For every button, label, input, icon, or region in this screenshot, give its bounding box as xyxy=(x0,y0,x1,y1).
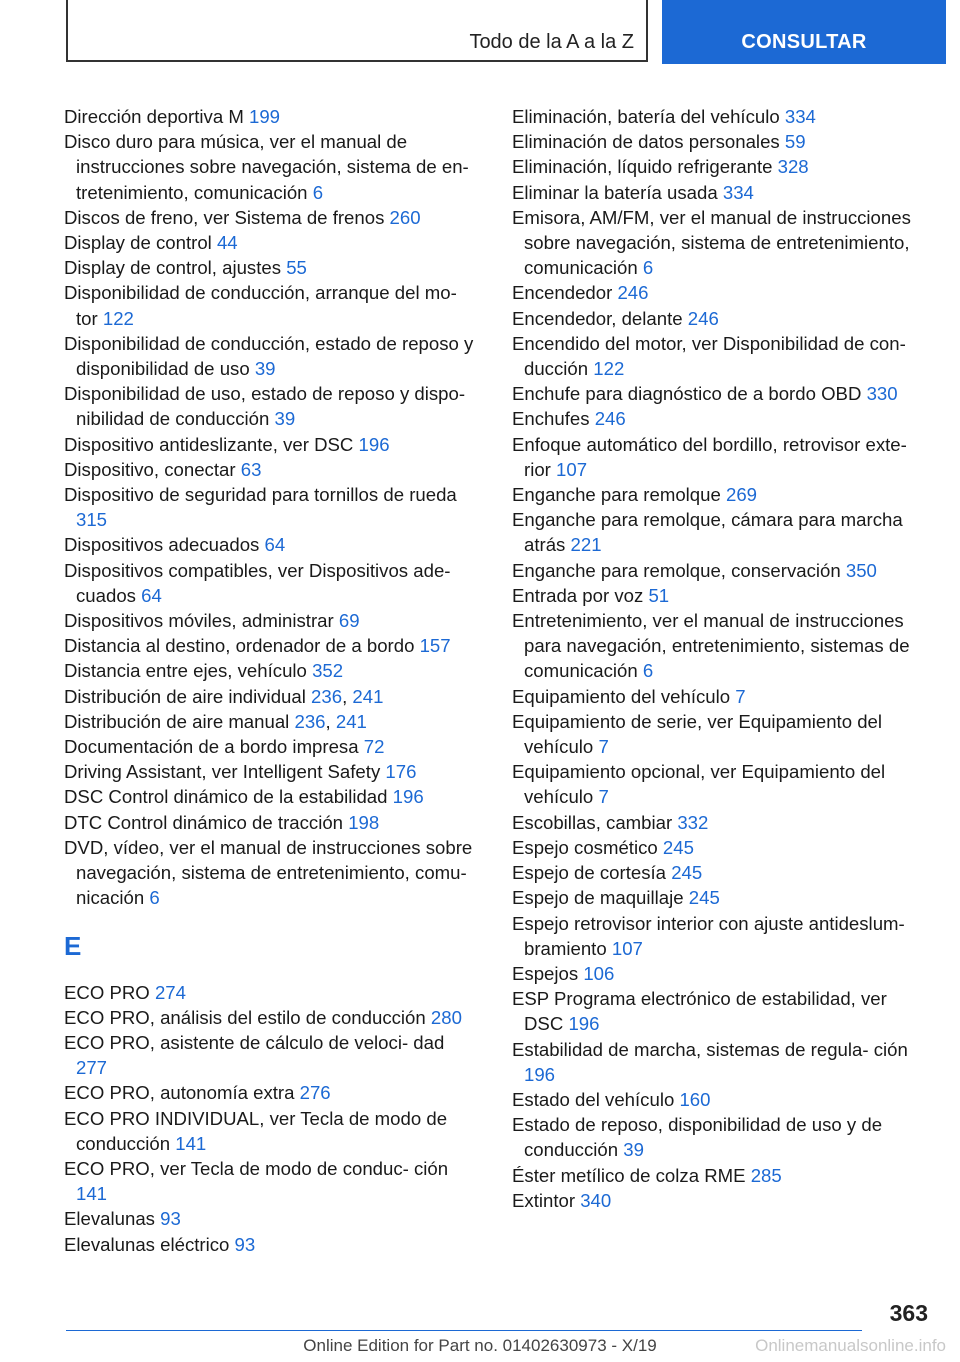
index-entry-text: Dispositivos adecuados xyxy=(64,534,260,556)
index-entry-text: Elevalunas eléctrico xyxy=(64,1233,230,1255)
page-link[interactable]: 93 xyxy=(160,1208,181,1230)
index-entry xyxy=(512,280,928,305)
page-link[interactable]: 196 xyxy=(358,433,390,455)
page-link[interactable]: 6 xyxy=(642,660,654,682)
index-entry xyxy=(512,129,928,154)
index-entry xyxy=(64,980,480,1005)
index-entry-text: Disco duro para música, ver el manual de instrucciones sobre navegación, sistema de en‐ tretenimiento, comunicación xyxy=(64,131,469,203)
index-entry xyxy=(512,482,928,507)
page-link[interactable]: 198 xyxy=(348,811,380,833)
index-entry-text: Dispositivos móviles, administrar xyxy=(64,610,334,632)
page-link[interactable]: 6 xyxy=(312,181,324,203)
index-entry-text: Display de control, ajustes xyxy=(64,257,282,279)
page-link[interactable]: 7 xyxy=(735,685,746,707)
index-entry-text: ESP Programa electrónico de estabilidad, ver DSC xyxy=(512,988,887,1035)
page-link[interactable]: 245 xyxy=(671,862,703,884)
index-entry xyxy=(64,255,480,280)
page-link[interactable]: 276 xyxy=(299,1082,331,1104)
index-entry xyxy=(512,558,928,583)
page-link[interactable]: 274 xyxy=(154,981,186,1003)
index-entry xyxy=(64,1005,480,1030)
index-entry xyxy=(512,835,928,860)
index-entry xyxy=(64,230,480,255)
index-entry xyxy=(512,331,928,381)
index-entry-text: Equipamiento opcional, ver Equipamiento del vehículo xyxy=(512,761,886,808)
index-entry-text: Eliminación de datos personales xyxy=(512,131,780,153)
index-entry xyxy=(512,911,928,961)
index-entry: Distribución de aire manual 236, 241 xyxy=(64,710,367,732)
index-entry-text: Entrada por voz xyxy=(512,584,644,606)
index-entry xyxy=(64,457,480,482)
index-entry-text: ECO PRO, ver Tecla de modo de conduc‐ ción xyxy=(64,1157,449,1179)
index-entry-text: ECO PRO, análisis del estilo de conducción xyxy=(64,1006,426,1028)
page-link[interactable]: 246 xyxy=(617,282,649,304)
index-entry-text: Documentación de a bordo impresa xyxy=(64,736,359,758)
index-entry-text: Distancia al destino, ordenador de a bordo xyxy=(64,635,415,657)
page-link[interactable]: 106 xyxy=(583,962,615,984)
page-link[interactable]: 69 xyxy=(338,610,360,632)
index-entry xyxy=(64,432,480,457)
index-entry-text: Espejo de maquillaje xyxy=(512,887,684,909)
index-entry-text: DSC Control dinámico de la estabilidad xyxy=(64,786,388,808)
index-entry xyxy=(64,784,480,809)
page-link[interactable]: 236 xyxy=(294,710,326,732)
page-link[interactable]: 44 xyxy=(216,232,238,254)
page-link[interactable]: 332 xyxy=(677,811,709,833)
index-entry-text: Dispositivo, conectar xyxy=(64,458,236,480)
index-entry-text: ECO PRO, autonomía extra xyxy=(64,1082,295,1104)
page-link[interactable]: 51 xyxy=(648,584,670,606)
index-entry-text: Driving Assistant, ver Intelligent Safety xyxy=(64,761,381,783)
page-link[interactable]: 64 xyxy=(141,584,162,606)
index-entry xyxy=(512,104,928,129)
index-entry-text: ECO PRO INDIVIDUAL, ver Tecla de modo de conducción xyxy=(64,1107,448,1154)
index-entry xyxy=(64,759,480,784)
page-link[interactable]: 196 xyxy=(392,786,424,808)
page-link[interactable]: 7 xyxy=(598,736,609,758)
index-entry xyxy=(512,1188,928,1213)
index-entry xyxy=(64,1206,480,1231)
page-link[interactable]: 122 xyxy=(593,358,625,380)
index-entry-text: Eliminación, batería del vehículo xyxy=(512,106,780,127)
index-entry xyxy=(512,381,928,406)
index-entry-text: Elevalunas xyxy=(64,1208,155,1230)
page-link[interactable]: 107 xyxy=(556,458,588,480)
index-column-left xyxy=(64,104,480,1257)
index-entry xyxy=(512,154,928,179)
index-entry xyxy=(512,759,928,809)
index-entry-text: Distribución de aire manual xyxy=(64,710,290,732)
page-link[interactable]: 350 xyxy=(845,559,877,581)
footer-divider xyxy=(66,1330,862,1331)
index-entry-text: Entretenimiento, ver el manual de instrucciones para navegación, entretenimiento, sistemas de comunicación xyxy=(512,610,910,682)
page-link[interactable]: 334 xyxy=(784,106,816,127)
page-link[interactable]: 63 xyxy=(240,458,262,480)
index-entry-text: Eliminar la batería usada xyxy=(512,181,718,203)
index-entry xyxy=(64,1106,480,1156)
consultar-tab[interactable]: CONSULTAR xyxy=(662,0,946,64)
index-entry-text: Distribución de aire individual xyxy=(64,685,306,707)
index-entry-text: DVD, vídeo, ver el manual de instrucciones sobre navegación, sistema de entretenimiento, comu‐ nicación xyxy=(64,836,473,909)
index-entry xyxy=(64,1030,480,1080)
page-link[interactable]: 245 xyxy=(662,836,694,858)
index-entry-text: Espejos xyxy=(512,962,579,984)
page-link[interactable]: 7 xyxy=(598,786,609,808)
index-entry-text: Eliminación, líquido refrigerante xyxy=(512,156,773,178)
page-link[interactable]: 269 xyxy=(725,484,758,506)
index-entry-text: Disponibilidad de conducción, arranque del mo‐ tor xyxy=(64,282,457,329)
index-entry-text: Espejo de cortesía xyxy=(512,862,667,884)
index-entry-text: Disponibilidad de conducción, estado de reposo y disponibilidad de uso xyxy=(64,332,474,380)
page-link[interactable]: 39 xyxy=(274,408,296,430)
index-entry xyxy=(64,810,480,835)
index-entry-text: Estado del vehículo xyxy=(512,1088,675,1110)
index-column-right xyxy=(512,104,928,1213)
index-entry xyxy=(512,810,928,835)
index-entry xyxy=(64,1080,480,1105)
index-entry xyxy=(64,633,480,658)
page-link[interactable]: 246 xyxy=(687,307,719,329)
index-entry xyxy=(64,1232,480,1257)
watermark: Onlinemanualsonline.info xyxy=(755,1336,946,1355)
index-entry-text: Disponibilidad de uso, estado de reposo y dispo‐ nibilidad de conducción xyxy=(64,383,466,430)
index-entry xyxy=(512,860,928,885)
page-link[interactable]: 59 xyxy=(784,131,806,153)
index-entry-text: Estabilidad de marcha, sistemas de regula‐ ción xyxy=(512,1038,908,1060)
page-link[interactable]: 196 xyxy=(524,1063,556,1085)
index-entry xyxy=(64,280,480,330)
page-link[interactable]: 236 xyxy=(311,685,343,707)
index-entry xyxy=(64,129,480,205)
index-entry xyxy=(512,1112,928,1162)
page-link[interactable]: 241 xyxy=(335,710,367,732)
page-link[interactable]: 330 xyxy=(866,383,898,405)
index-entry xyxy=(64,658,480,683)
page-link[interactable]: 176 xyxy=(385,761,417,783)
index-entry-text: Encendedor, delante xyxy=(512,307,683,329)
page-link[interactable]: 328 xyxy=(777,156,809,178)
page-link[interactable]: 122 xyxy=(102,307,134,329)
page-link[interactable]: 277 xyxy=(76,1057,108,1079)
index-entry-text: Dispositivo de seguridad para tornillos de rueda xyxy=(64,484,457,506)
page-link[interactable]: 55 xyxy=(286,257,307,279)
index-entry-text: Espejo retrovisor interior con ajuste antideslum‐ bramiento xyxy=(512,912,905,959)
index-entry xyxy=(64,532,480,557)
index-entry-text: ECO PRO xyxy=(64,981,150,1003)
index-entry xyxy=(512,306,928,331)
index-entry xyxy=(64,482,480,532)
index-letter-heading: E xyxy=(64,930,82,961)
index-entry xyxy=(512,432,928,482)
page-number: 363 xyxy=(889,1300,928,1326)
index-entry xyxy=(64,104,480,129)
index-entry xyxy=(512,1163,928,1188)
index-entry xyxy=(64,835,480,911)
page-header xyxy=(0,0,960,64)
page-link[interactable]: 141 xyxy=(175,1132,207,1154)
page-link[interactable]: 340 xyxy=(580,1189,612,1211)
page-link[interactable]: 246 xyxy=(594,408,626,430)
page-link[interactable]: 6 xyxy=(642,257,654,279)
index-entry xyxy=(64,558,480,608)
index-entry xyxy=(512,684,928,709)
index-entry xyxy=(64,381,480,431)
index-entry-text: Dispositivos compatibles, ver Dispositivos ade‐ cuados xyxy=(64,559,451,606)
page-link[interactable]: 157 xyxy=(419,635,451,657)
index-entry xyxy=(512,583,928,608)
index-entry xyxy=(512,180,928,205)
index-entry-text: Enganche para remolque xyxy=(512,484,721,506)
index-entry xyxy=(512,709,928,759)
index-entry: Distribución de aire individual 236, 241 xyxy=(64,685,384,707)
index-entry xyxy=(64,734,480,759)
page-link[interactable]: 245 xyxy=(688,887,720,909)
index-entry-text: Display de control xyxy=(64,232,212,254)
page-link[interactable]: 280 xyxy=(430,1006,462,1028)
page-link[interactable]: 285 xyxy=(750,1164,782,1186)
page-link[interactable]: 315 xyxy=(76,509,108,531)
index-entry-text: Extintor xyxy=(512,1189,576,1211)
page-link[interactable]: 39 xyxy=(254,358,276,380)
page-link[interactable]: 39 xyxy=(623,1139,644,1161)
index-entry-text: Equipamiento del vehículo xyxy=(512,685,731,707)
index-entry xyxy=(64,608,480,633)
index-entry-text: Enchufes xyxy=(512,408,590,430)
index-entry-text: Distancia entre ejes, vehículo xyxy=(64,660,307,682)
index-entry-text: Enfoque automático del bordillo, retrovisor exte‐ rior xyxy=(512,433,907,480)
index-entry-text: Enganche para remolque, cámara para marcha atrás xyxy=(512,509,903,556)
index-entry-text: Enganche para remolque, conservación xyxy=(512,559,841,581)
index-entry xyxy=(512,961,928,986)
index-entry-text: Estado de reposo, disponibilidad de uso y de conducción xyxy=(512,1114,883,1161)
page-link[interactable]: 141 xyxy=(76,1183,108,1205)
index-entry xyxy=(512,1037,928,1087)
page-link[interactable]: 352 xyxy=(312,660,344,682)
index-entry-text: Éster metílico de colza RME xyxy=(512,1164,746,1186)
page-link[interactable]: 196 xyxy=(568,1013,600,1035)
page-link[interactable]: 64 xyxy=(264,534,286,556)
index-entry-text: Encendedor xyxy=(512,282,613,304)
page-link[interactable]: 93 xyxy=(234,1233,256,1255)
page-link[interactable]: 260 xyxy=(389,206,421,228)
page-link[interactable]: 334 xyxy=(722,181,754,203)
index-entry-text: Emisora, AM/FM, ver el manual de instrucciones sobre navegación, sistema de entretenimiento, comunicación xyxy=(512,206,911,279)
index-entry xyxy=(64,1156,480,1206)
page-link[interactable]: 6 xyxy=(149,887,160,909)
index-entry-text: Dirección deportiva M xyxy=(64,106,244,127)
page-link[interactable]: 160 xyxy=(679,1088,711,1110)
index-entry xyxy=(512,406,928,431)
index-entry-text: Enchufe para diagnóstico de a bordo OBD xyxy=(512,383,862,405)
section-title: Todo de la A a la Z xyxy=(469,31,634,53)
index-entry xyxy=(512,205,928,281)
index-entry xyxy=(512,608,928,684)
index-entry xyxy=(64,331,480,381)
index-entry xyxy=(512,507,928,557)
page-link[interactable]: 221 xyxy=(570,534,602,556)
page-link[interactable]: 72 xyxy=(363,736,385,758)
index-entry xyxy=(512,1087,928,1112)
footer-edition: Online Edition for Part no. 01402630973 - X/19 xyxy=(303,1336,657,1355)
page-link[interactable]: 199 xyxy=(248,106,281,127)
page-link[interactable]: 241 xyxy=(352,685,384,707)
index-entry-text: Equipamiento de serie, ver Equipamiento del vehículo xyxy=(512,710,883,758)
index-entry xyxy=(64,205,480,230)
index-entry-text: Escobillas, cambiar xyxy=(512,811,673,833)
index-entry xyxy=(512,885,928,910)
index-entry-text: Encendido del motor, ver Disponibilidad de con‐ ducción xyxy=(512,332,906,380)
section-title-box xyxy=(66,0,648,62)
index-entry-text: Discos de freno, ver Sistema de frenos xyxy=(64,206,385,228)
index-entry-text: ECO PRO, asistente de cálculo de veloci‐ dad xyxy=(64,1031,445,1053)
page-link[interactable]: 107 xyxy=(611,937,643,959)
index-entry xyxy=(512,986,928,1036)
index-entry-text: Dispositivo antideslizante, ver DSC xyxy=(64,433,354,455)
index-entry-text: Espejo cosmético xyxy=(512,836,658,858)
index-entry-text: DTC Control dinámico de tracción xyxy=(64,811,344,833)
